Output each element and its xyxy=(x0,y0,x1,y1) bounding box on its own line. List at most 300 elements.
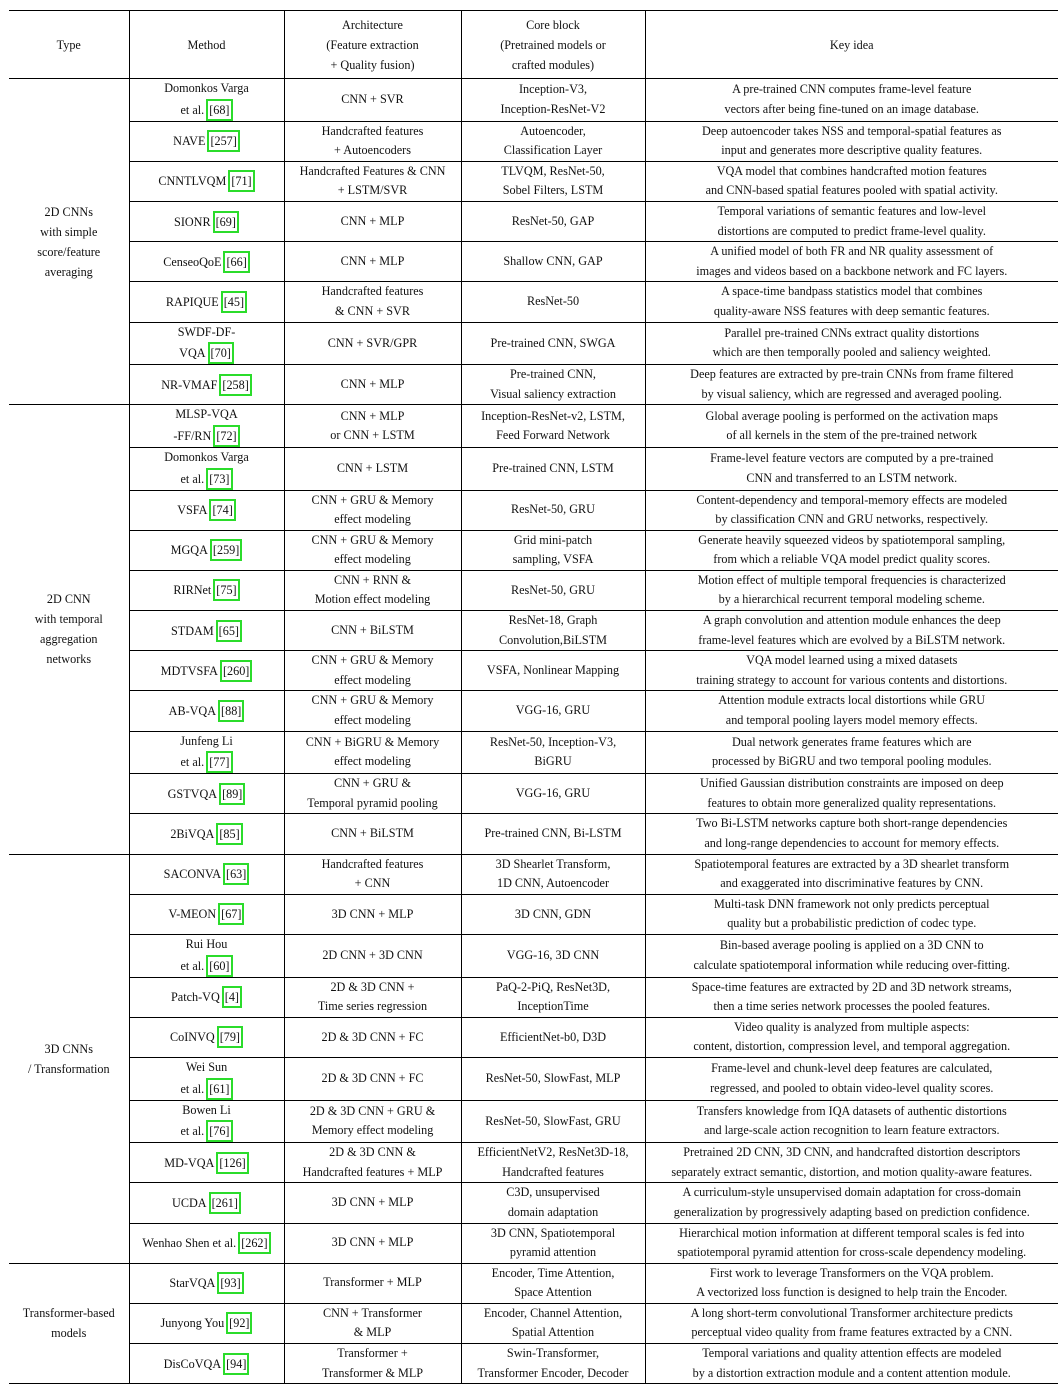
core-block-line: sampling, VSFA xyxy=(512,552,594,567)
architecture-line: effect modeling xyxy=(334,672,411,687)
group-type-line: models xyxy=(51,1326,87,1341)
method-name-text: AB-VQA xyxy=(168,704,217,719)
method-cell xyxy=(129,530,284,570)
method-name-line xyxy=(130,342,284,364)
core-block-line: ResNet-50, GAP xyxy=(511,213,595,228)
table-row xyxy=(9,977,1058,1017)
key-idea-line: Two Bi-LSTM networks capture both short-range dependencies xyxy=(696,816,1008,831)
citation-ref: [60] xyxy=(206,955,232,977)
citation-ref: [262] xyxy=(238,1232,270,1254)
architecture-cell xyxy=(284,322,461,365)
key-idea-line: and CNN-based spatial features pooled with spatial activity. xyxy=(705,183,998,198)
core-block-line: ResNet-50 xyxy=(526,294,580,309)
core-block-cell xyxy=(461,242,645,282)
core-block-cell xyxy=(461,854,645,894)
core-block-cell xyxy=(461,405,645,448)
table-row xyxy=(9,1344,1058,1384)
header-core-block-line: (Pretrained models or xyxy=(500,37,606,52)
method-name-line xyxy=(130,79,284,99)
method-name-text: CenseoQoE xyxy=(163,254,222,269)
method-name-line xyxy=(130,405,284,425)
key-idea-line: Global average pooling is performed on the activation maps xyxy=(705,408,998,423)
method-name-line xyxy=(130,291,284,313)
method-cell xyxy=(129,242,284,282)
method-name-line xyxy=(130,211,284,233)
architecture-line: 2D & 3D CNN + FC xyxy=(321,1070,424,1085)
citation-ref: [85] xyxy=(216,823,242,845)
key-idea-cell xyxy=(645,774,1058,814)
architecture-cell xyxy=(284,1344,461,1384)
method-name-text: GSTVQA xyxy=(167,786,218,801)
key-idea-line: CNN and transferred to an LSTM network. xyxy=(746,470,958,485)
architecture-line: Handcrafted Features & CNN xyxy=(299,163,446,178)
key-idea-line: A graph convolution and attention module enhances the deep xyxy=(702,613,1001,628)
core-block-cell xyxy=(461,490,645,530)
method-name-line xyxy=(130,1353,284,1375)
table-row xyxy=(9,731,1058,774)
core-block-cell xyxy=(461,977,645,1017)
method-name-text: RIRNet xyxy=(173,583,212,598)
architecture-line: Transformer + xyxy=(337,1346,408,1361)
group-type-line: 3D CNNs xyxy=(44,1041,93,1056)
method-name-line xyxy=(130,783,284,805)
key-idea-cell xyxy=(645,691,1058,731)
key-idea-line: Motion effect of multiple temporal frequencies is characterized xyxy=(697,572,1006,587)
key-idea-line: from which a reliable VQA model predict quality scores. xyxy=(713,552,991,567)
architecture-cell xyxy=(284,774,461,814)
architecture-cell xyxy=(284,1183,461,1223)
group-type-line: with temporal xyxy=(34,612,103,627)
core-block-line: Sobel Filters, LSTM xyxy=(502,183,604,198)
table-row xyxy=(9,651,1058,691)
method-name-line xyxy=(130,499,284,521)
key-idea-line: images and videos based on a backbone network and FC layers. xyxy=(696,263,1008,278)
method-name-text: Patch-VQ xyxy=(171,990,220,1005)
method-cell xyxy=(129,1100,284,1143)
architecture-line: CNN + GRU & Memory xyxy=(311,532,434,547)
method-name-line xyxy=(130,251,284,273)
architecture-cell xyxy=(284,814,461,854)
core-block-cell xyxy=(461,1263,645,1303)
core-block-cell xyxy=(461,1183,645,1223)
architecture-cell xyxy=(284,242,461,282)
table-row xyxy=(9,774,1058,814)
architecture-line: Motion effect modeling xyxy=(314,592,431,607)
header-core-block xyxy=(461,11,645,79)
architecture-line: 3D CNN + MLP xyxy=(331,1195,414,1210)
method-cell xyxy=(129,611,284,651)
key-idea-line: by a distortion extraction module and a content attention module. xyxy=(692,1365,1011,1380)
table-header xyxy=(9,11,1058,79)
architecture-cell xyxy=(284,365,461,405)
key-idea-cell xyxy=(645,530,1058,570)
method-cell xyxy=(129,282,284,322)
method-name-text: Domonkos Varga xyxy=(164,81,249,95)
key-idea-line: A space-time bandpass statistics model that combines xyxy=(721,284,983,299)
method-cell xyxy=(129,977,284,1017)
key-idea-line: Parallel pre-trained CNNs extract quality distortions xyxy=(724,325,980,340)
method-name-text: NR-VMAF xyxy=(161,377,218,392)
method-name-line xyxy=(130,751,284,773)
key-idea-line: Unified Gaussian distribution constraints are imposed on deep xyxy=(699,776,1004,791)
method-cell xyxy=(129,934,284,977)
group-type-line: / Transformation xyxy=(27,1061,110,1076)
method-name-text: VSFA xyxy=(177,503,208,518)
method-group xyxy=(9,79,1058,405)
key-idea-line: Multi-task DNN framework not only predicts perceptual xyxy=(714,896,990,911)
method-cell xyxy=(129,405,284,448)
key-idea-line: Frame-level and chunk-level deep features are calculated, xyxy=(711,1061,993,1076)
table-row xyxy=(9,201,1058,241)
core-block-line: ResNet-50, GRU xyxy=(511,502,595,517)
core-block-line: TLVQM, ResNet-50, xyxy=(501,163,605,178)
key-idea-cell xyxy=(645,121,1058,161)
core-block-cell xyxy=(461,691,645,731)
table-row xyxy=(9,121,1058,161)
core-block-line: 1D CNN, Autoencoder xyxy=(496,876,610,891)
method-name-text: CNNTLVQM xyxy=(158,174,227,189)
key-idea-cell xyxy=(645,570,1058,610)
key-idea-line: Frame-level feature vectors are computed by a pre-trained xyxy=(710,451,994,466)
key-idea-line: Spatiotemporal features are extracted by a 3D shearlet transform xyxy=(694,856,1010,871)
key-idea-line: Generate heavily squeezed videos by spatiotemporal sampling, xyxy=(698,532,1006,547)
architecture-line: CNN + LSTM xyxy=(336,460,409,475)
vqa-methods-table xyxy=(9,10,1058,1384)
table-row xyxy=(9,1223,1058,1263)
method-cell xyxy=(129,814,284,854)
method-cell xyxy=(129,1143,284,1183)
method-name-text: Wei Sun xyxy=(185,1059,228,1074)
core-block-cell xyxy=(461,79,645,122)
core-block-cell xyxy=(461,282,645,322)
architecture-cell xyxy=(284,121,461,161)
core-block-line: Inception-ResNet-v2, LSTM, xyxy=(481,408,625,423)
core-block-line: Visual saliency extraction xyxy=(490,386,616,401)
citation-ref: [258] xyxy=(219,374,251,396)
architecture-line: 2D CNN + 3D CNN xyxy=(322,947,423,962)
method-name-text: -FF/RN xyxy=(173,428,212,443)
architecture-cell xyxy=(284,530,461,570)
method-name-line xyxy=(130,170,284,192)
method-name-text: CoINVQ xyxy=(170,1030,215,1045)
architecture-line: + Autoencoders xyxy=(334,143,411,158)
key-idea-cell xyxy=(645,651,1058,691)
core-block-cell xyxy=(461,530,645,570)
method-cell xyxy=(129,894,284,934)
core-block-line: ResNet-50, SlowFast, MLP xyxy=(485,1070,621,1085)
core-block-cell xyxy=(461,774,645,814)
method-name-text: NAVE xyxy=(173,134,206,149)
core-block-line: EfficientNet-b0, D3D xyxy=(499,1029,607,1044)
core-block-line: Pre-trained CNN, xyxy=(510,367,596,382)
key-idea-cell xyxy=(645,201,1058,241)
group-type-line: 2D CNNs xyxy=(44,204,93,219)
key-idea-line: vectors after being fine-tuned on an image database. xyxy=(724,101,979,116)
method-cell xyxy=(129,322,284,365)
method-name-text: Bowen Li xyxy=(182,1102,231,1117)
group-type-cell xyxy=(9,405,129,854)
core-block-line: domain adaptation xyxy=(507,1204,599,1219)
key-idea-cell xyxy=(645,814,1058,854)
citation-ref: [257] xyxy=(207,130,239,152)
core-block-line: Inception-ResNet-V2 xyxy=(500,101,606,116)
citation-ref: [79] xyxy=(217,1026,243,1048)
method-name-text: SACONVA xyxy=(163,867,222,882)
architecture-line: CNN + GRU & Memory xyxy=(311,492,434,507)
architecture-line: CNN + MLP xyxy=(340,408,405,423)
core-block-line: Shallow CNN, GAP xyxy=(503,253,603,268)
key-idea-line: features to obtain more generalized quality representations. xyxy=(707,795,997,810)
group-type-line: averaging xyxy=(44,264,93,279)
method-name-line xyxy=(130,468,284,490)
key-idea-cell xyxy=(645,322,1058,365)
method-name-line xyxy=(130,903,284,925)
architecture-line: & MLP xyxy=(353,1325,392,1340)
citation-ref: [89] xyxy=(219,783,245,805)
core-block-line: Spatial Attention xyxy=(511,1325,595,1340)
architecture-cell xyxy=(284,282,461,322)
citation-ref: [71] xyxy=(228,170,254,192)
core-block-cell xyxy=(461,201,645,241)
method-name-text: et al. xyxy=(180,1124,205,1139)
method-cell xyxy=(129,121,284,161)
method-group xyxy=(9,1263,1058,1384)
method-name-line xyxy=(130,579,284,601)
key-idea-cell xyxy=(645,1303,1058,1343)
core-block-cell xyxy=(461,1017,645,1057)
group-type-line: networks xyxy=(46,652,92,667)
header-method: Method xyxy=(129,11,284,79)
method-name-line xyxy=(130,374,284,396)
architecture-line: effect modeling xyxy=(334,754,411,769)
group-type-line: with simple xyxy=(40,224,98,239)
architecture-line: effect modeling xyxy=(334,552,411,567)
method-name-text: MGQA xyxy=(170,543,208,558)
core-block-line: Encoder, Time Attention, xyxy=(491,1265,615,1280)
header-architecture xyxy=(284,11,461,79)
citation-ref: [63] xyxy=(223,863,249,885)
method-cell xyxy=(129,161,284,201)
table-row xyxy=(9,79,1058,122)
method-name-line xyxy=(130,955,284,977)
method-cell xyxy=(129,774,284,814)
key-idea-line: by a hierarchical recurrent temporal modeling scheme. xyxy=(718,592,985,607)
method-name-line xyxy=(130,1101,284,1121)
method-name-line xyxy=(130,986,284,1008)
header-architecture-line: + Quality fusion) xyxy=(330,57,415,72)
architecture-cell xyxy=(284,201,461,241)
architecture-cell xyxy=(284,1100,461,1143)
architecture-cell xyxy=(284,1303,461,1343)
key-idea-line: regressed, and pooled to obtain video-level quality scores. xyxy=(710,1080,994,1095)
core-block-line: VSFA, Nonlinear Mapping xyxy=(486,663,620,678)
key-idea-cell xyxy=(645,405,1058,448)
method-cell xyxy=(129,1057,284,1100)
key-idea-line: distortions are computed to predict frame-level quality. xyxy=(717,223,986,238)
key-idea-line: Attention module extracts local distortions while GRU xyxy=(718,693,986,708)
architecture-line: + CNN xyxy=(354,876,391,891)
core-block-cell xyxy=(461,161,645,201)
architecture-line: Transformer + MLP xyxy=(323,1275,422,1290)
citation-ref: [76] xyxy=(206,1120,232,1142)
method-name-line xyxy=(130,1312,284,1334)
key-idea-line: training strategy to account for various contents and distortions. xyxy=(696,672,1008,687)
citation-ref: [72] xyxy=(213,425,239,447)
architecture-line: CNN + BiLSTM xyxy=(331,826,414,841)
key-idea-line: Deep autoencoder takes NSS and temporal-spatial features as xyxy=(702,123,1002,138)
method-name-line xyxy=(130,1058,284,1078)
core-block-line: BiGRU xyxy=(534,754,572,769)
method-name-line xyxy=(130,1192,284,1214)
method-cell xyxy=(129,731,284,774)
core-block-line: Feed Forward Network xyxy=(496,428,610,443)
method-name-text: SWDF-DF- xyxy=(177,324,236,339)
architecture-cell xyxy=(284,1017,461,1057)
core-block-line: 3D CNN, Spatiotemporal xyxy=(490,1225,616,1240)
method-name-text: STDAM xyxy=(171,623,214,638)
core-block-cell xyxy=(461,1344,645,1384)
architecture-cell xyxy=(284,651,461,691)
table-row xyxy=(9,1057,1058,1100)
key-idea-cell xyxy=(645,1183,1058,1223)
architecture-line: CNN + BiLSTM xyxy=(331,622,414,637)
citation-ref: [93] xyxy=(217,1272,243,1294)
table-row xyxy=(9,691,1058,731)
method-cell xyxy=(129,651,284,691)
architecture-line: Handcrafted features xyxy=(321,123,424,138)
key-idea-cell xyxy=(645,1100,1058,1143)
architecture-line: CNN + Transformer xyxy=(323,1305,422,1320)
header-core-block-line: Core block xyxy=(526,17,580,32)
table-row xyxy=(9,530,1058,570)
group-type-line: aggregation xyxy=(39,632,98,647)
architecture-cell xyxy=(284,570,461,610)
method-name-text: V-MEON xyxy=(168,907,217,922)
method-name-line xyxy=(130,130,284,152)
group-type-line: 2D CNN xyxy=(46,592,91,607)
table-row xyxy=(9,854,1058,894)
core-block-cell xyxy=(461,1100,645,1143)
table-row xyxy=(9,1143,1058,1183)
core-block-cell xyxy=(461,1223,645,1263)
citation-ref: [77] xyxy=(206,751,232,773)
core-block-cell xyxy=(461,611,645,651)
method-cell xyxy=(129,1223,284,1263)
table-row xyxy=(9,282,1058,322)
key-idea-cell xyxy=(645,447,1058,490)
method-cell xyxy=(129,570,284,610)
method-name-text: et al. xyxy=(180,1081,205,1096)
method-cell xyxy=(129,1303,284,1343)
citation-ref: [94] xyxy=(223,1353,249,1375)
header-core-block-line: crafted modules) xyxy=(511,57,595,72)
core-block-line: Space Attention xyxy=(514,1285,592,1300)
core-block-line: Transformer Encoder, Decoder xyxy=(477,1365,629,1380)
key-idea-line: by visual saliency, which are regressed and averaged pooling. xyxy=(701,386,1002,401)
core-block-cell xyxy=(461,447,645,490)
architecture-cell xyxy=(284,894,461,934)
citation-ref: [74] xyxy=(209,499,235,521)
architecture-cell xyxy=(284,79,461,122)
table-row xyxy=(9,405,1058,448)
core-block-cell xyxy=(461,322,645,365)
method-name-text: RAPIQUE xyxy=(165,294,219,309)
architecture-line: 2D & 3D CNN + GRU & xyxy=(309,1103,436,1118)
method-name-line xyxy=(130,425,284,447)
table-row xyxy=(9,490,1058,530)
core-block-cell xyxy=(461,814,645,854)
key-idea-line: Dual network generates frame features which are xyxy=(731,734,972,749)
architecture-line: effect modeling xyxy=(334,512,411,527)
method-name-text: et al. xyxy=(180,958,205,973)
citation-ref: [75] xyxy=(213,579,239,601)
header-architecture-line: (Feature extraction xyxy=(326,37,419,52)
method-name-line xyxy=(130,1272,284,1294)
vqa-methods-table-container xyxy=(9,10,1058,1384)
key-idea-cell xyxy=(645,1017,1058,1057)
key-idea-cell xyxy=(645,365,1058,405)
method-name-text: SIONR xyxy=(174,214,211,229)
architecture-cell xyxy=(284,1143,461,1183)
core-block-line: Pre-trained CNN, Bi-LSTM xyxy=(484,826,622,841)
key-idea-line: processed by BiGRU and two temporal pooling modules. xyxy=(711,754,992,769)
key-idea-line: which are then temporally pooled and saliency weighted. xyxy=(712,345,991,360)
key-idea-cell xyxy=(645,1057,1058,1100)
method-cell xyxy=(129,854,284,894)
key-idea-line: VQA model that combines handcrafted motion features xyxy=(716,163,987,178)
table-row xyxy=(9,1100,1058,1143)
key-idea-line: Temporal variations of semantic features and low-level xyxy=(717,203,987,218)
method-name-line xyxy=(130,539,284,561)
architecture-cell xyxy=(284,1263,461,1303)
core-block-line: Pre-trained CNN, LSTM xyxy=(492,460,614,475)
method-name-text: et al. xyxy=(180,755,205,770)
key-idea-line: and long-range dependencies to account for memory effects. xyxy=(704,836,1000,850)
citation-ref: [65] xyxy=(216,620,242,642)
table-row xyxy=(9,570,1058,610)
key-idea-line: and temporal pooling layers model memory effects. xyxy=(725,713,978,728)
method-name-line xyxy=(130,99,284,121)
citation-ref: [68] xyxy=(206,99,232,121)
method-name-text: Junfeng Li xyxy=(180,733,233,748)
architecture-line: 2D & 3D CNN + FC xyxy=(321,1029,424,1044)
key-idea-line: Bin-based average pooling is applied on a 3D CNN to xyxy=(719,938,984,953)
header-type: Type xyxy=(9,11,129,79)
method-group xyxy=(9,854,1058,1263)
citation-ref: [70] xyxy=(208,342,234,364)
key-idea-cell xyxy=(645,1263,1058,1303)
method-cell xyxy=(129,79,284,122)
method-name-text: MD-VQA xyxy=(164,1155,215,1170)
architecture-cell xyxy=(284,490,461,530)
core-block-line: Pre-trained CNN, SWGA xyxy=(490,335,616,350)
group-type-cell xyxy=(9,1263,129,1384)
core-block-line: ResNet-50, GRU xyxy=(511,582,595,597)
table-row xyxy=(9,242,1058,282)
core-block-line: 3D CNN, GDN xyxy=(514,906,592,921)
method-name-line xyxy=(130,823,284,845)
architecture-cell xyxy=(284,405,461,448)
key-idea-line: perceptual video quality from frame features extracted by a CNN. xyxy=(691,1325,1013,1340)
citation-ref: [261] xyxy=(209,1192,241,1214)
method-name-line xyxy=(130,1120,284,1142)
core-block-line: pyramid attention xyxy=(509,1245,597,1260)
key-idea-line: then a time series network processes the pooled features. xyxy=(713,999,990,1014)
key-idea-cell xyxy=(645,894,1058,934)
architecture-cell xyxy=(284,731,461,774)
key-idea-cell xyxy=(645,854,1058,894)
method-name-text: DisCoVQA xyxy=(163,1356,222,1371)
